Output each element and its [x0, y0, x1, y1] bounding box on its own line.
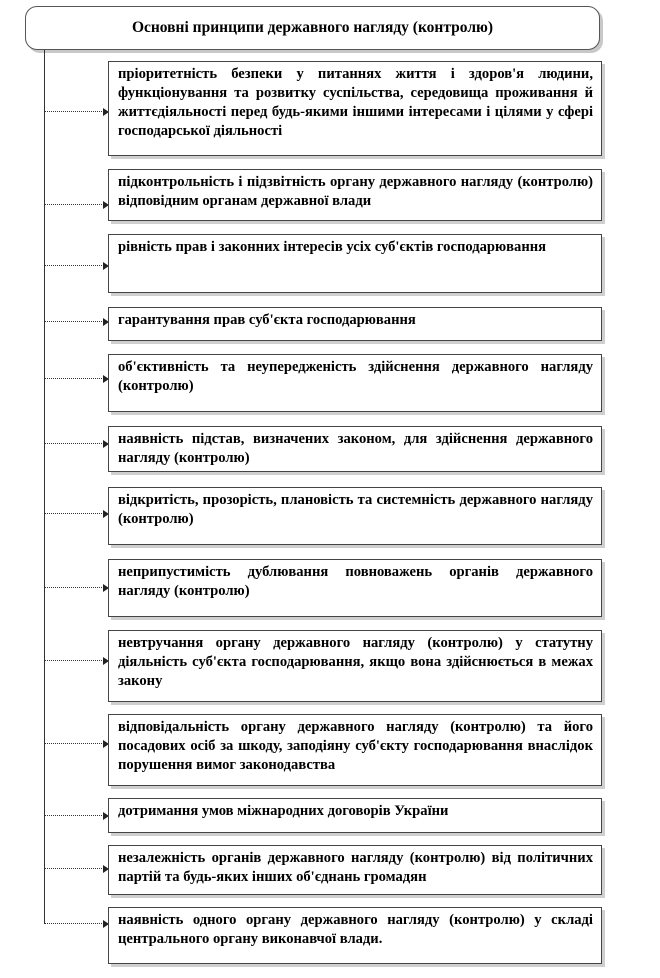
connector-arrow — [44, 378, 104, 379]
connector-arrow — [44, 587, 104, 588]
principle-box: гарантування прав суб'єкта господарювання — [108, 307, 602, 341]
principle-box: невтручання органу державного нагляду (контролю) у статутну діяльність суб'єкта господарювання, якщо вона здійснюється в межах закону — [108, 630, 602, 702]
principle-box: підконтрольність і підзвітність органу державного нагляду (контролю) відповідним органам державної влади — [108, 169, 602, 221]
connector-arrow — [44, 321, 104, 322]
diagram-title: Основні принципи державного нагляду (контролю) — [25, 6, 600, 50]
connector-arrow — [44, 111, 104, 112]
principle-box: відповідальність органу державного нагляду (контролю) та його посадових осіб за шкоду, заподіяну суб'єкту господарювання внаслідок порушення вимог законодавства — [108, 714, 602, 786]
principle-box: наявність одного органу державного нагляду (контролю) у складі центрального органу виконавчої влади. — [108, 907, 602, 964]
principle-box: незалежність органів державного нагляду (контролю) від політичних партій та будь-яких інших об'єднань громадян — [108, 845, 602, 895]
principle-box: наявність підстав, визначених законом, для здійснення державного нагляду (контролю) — [108, 426, 602, 472]
principle-box: відкритість, прозорість, плановість та системність державного нагляду (контролю) — [108, 487, 602, 545]
connector-arrow — [44, 443, 104, 444]
connector-arrow — [44, 923, 104, 924]
connector-arrow — [44, 513, 104, 514]
principle-box: неприпустимість дублювання повноважень органів державного нагляду (контролю) — [108, 559, 602, 617]
connector-arrow — [44, 660, 104, 661]
principle-box: об'єктивність та неупередженість здійснення державного нагляду (контролю) — [108, 354, 602, 412]
connector-trunk — [44, 50, 45, 923]
connector-arrow — [44, 868, 104, 869]
principle-box: дотримання умов міжнародних договорів України — [108, 798, 602, 833]
principle-box: рівність прав і законних інтересів усіх суб'єктів господарювання — [108, 234, 602, 293]
connector-arrow — [44, 265, 104, 266]
connector-arrow — [44, 743, 104, 744]
connector-arrow — [44, 815, 104, 816]
principle-box: пріоритетність безпеки у питаннях життя і здоров'я людини, функціонування та розвитку суспільства, середовища проживання й життєдіяльності перед будь-якими іншими інтересами і цілями у сфері господарської діяльності — [108, 61, 602, 156]
connector-arrow — [44, 204, 104, 205]
